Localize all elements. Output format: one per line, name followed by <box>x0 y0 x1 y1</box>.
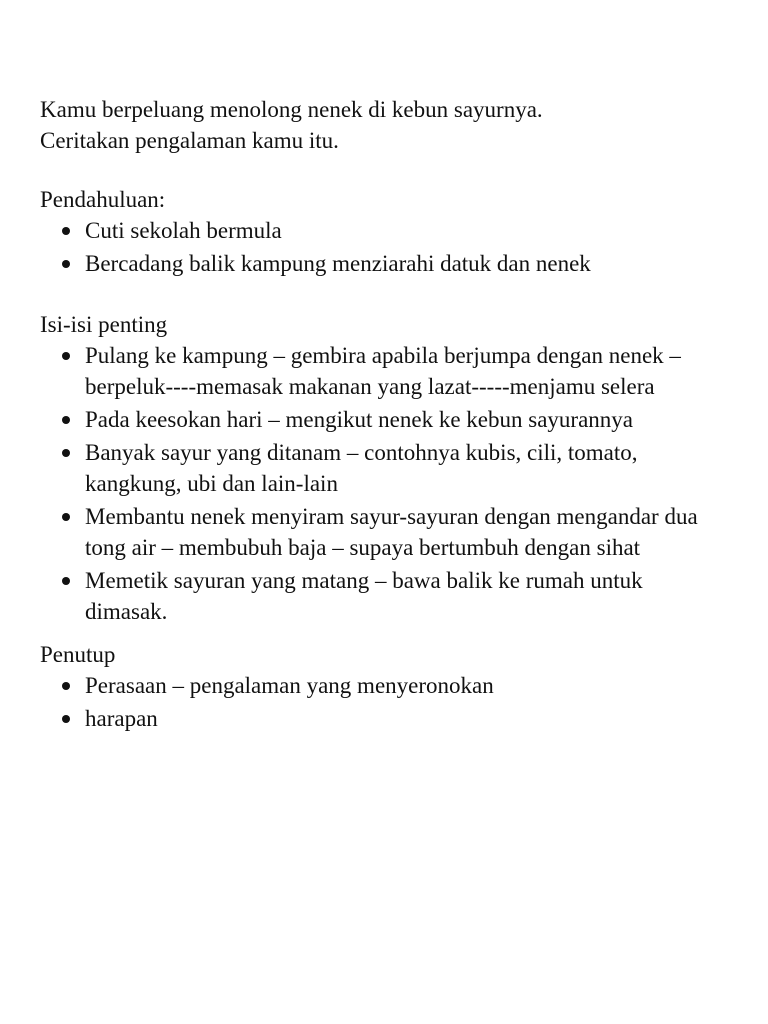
bullet-icon <box>62 260 70 268</box>
bullet-icon <box>62 577 70 585</box>
list-item <box>40 670 730 701</box>
list-item <box>40 703 730 734</box>
isi-list <box>40 340 730 627</box>
bullet-icon <box>62 715 70 723</box>
pendahuluan-heading: Pendahuluan: <box>40 187 166 212</box>
list-item <box>40 340 730 402</box>
pendahuluan-list <box>40 215 730 279</box>
list-item-text: Memetik sayuran yang matang – bawa balik ke rumah untuk dimasak. <box>85 568 643 624</box>
spacer <box>40 629 730 639</box>
list-item-text: Pulang ke kampung – gembira apabila berjumpa dengan nenek – berpeluk----memasak makanan yang lazat-----menjamu selera <box>85 343 681 399</box>
list-item <box>40 404 730 435</box>
list-item-text: Membantu nenek menyiram sayur-sayuran dengan mengandar dua tong air – membubuh baja – supaya bertumbuh dengan sihat <box>85 504 698 560</box>
isi-heading: Isi-isi penting <box>40 312 168 337</box>
list-item-text: Banyak sayur yang ditanam – contohnya kubis, cili, tomato, kangkung, ubi dan lain-lain <box>85 440 638 496</box>
list-item-text: Pada keesokan hari – mengikut nenek ke kebun sayurannya <box>85 407 633 432</box>
list-item-text: Cuti sekolah bermula <box>85 218 282 243</box>
list-item <box>40 248 730 279</box>
spacer <box>40 156 730 184</box>
penutup-heading: Penutup <box>40 642 116 667</box>
bullet-icon <box>62 682 70 690</box>
list-item-text: Bercadang balik kampung menziarahi datuk dan nenek <box>85 251 591 276</box>
bullet-icon <box>62 449 70 457</box>
list-item-text: Perasaan – pengalaman yang menyeronokan <box>85 673 494 698</box>
bullet-icon <box>62 227 70 235</box>
bullet-icon <box>62 416 70 424</box>
bullet-icon <box>62 513 70 521</box>
list-item <box>40 565 730 627</box>
list-item-text: harapan <box>85 706 158 731</box>
list-item <box>40 215 730 246</box>
spacer <box>40 281 730 309</box>
prompt-line-2: Ceritakan pengalaman kamu itu. <box>40 128 339 153</box>
document-page <box>40 94 730 736</box>
bullet-icon <box>62 352 70 360</box>
list-item <box>40 437 730 499</box>
list-item <box>40 501 730 563</box>
prompt-line-1: Kamu berpeluang menolong nenek di kebun sayurnya. <box>40 97 543 122</box>
penutup-list <box>40 670 730 734</box>
